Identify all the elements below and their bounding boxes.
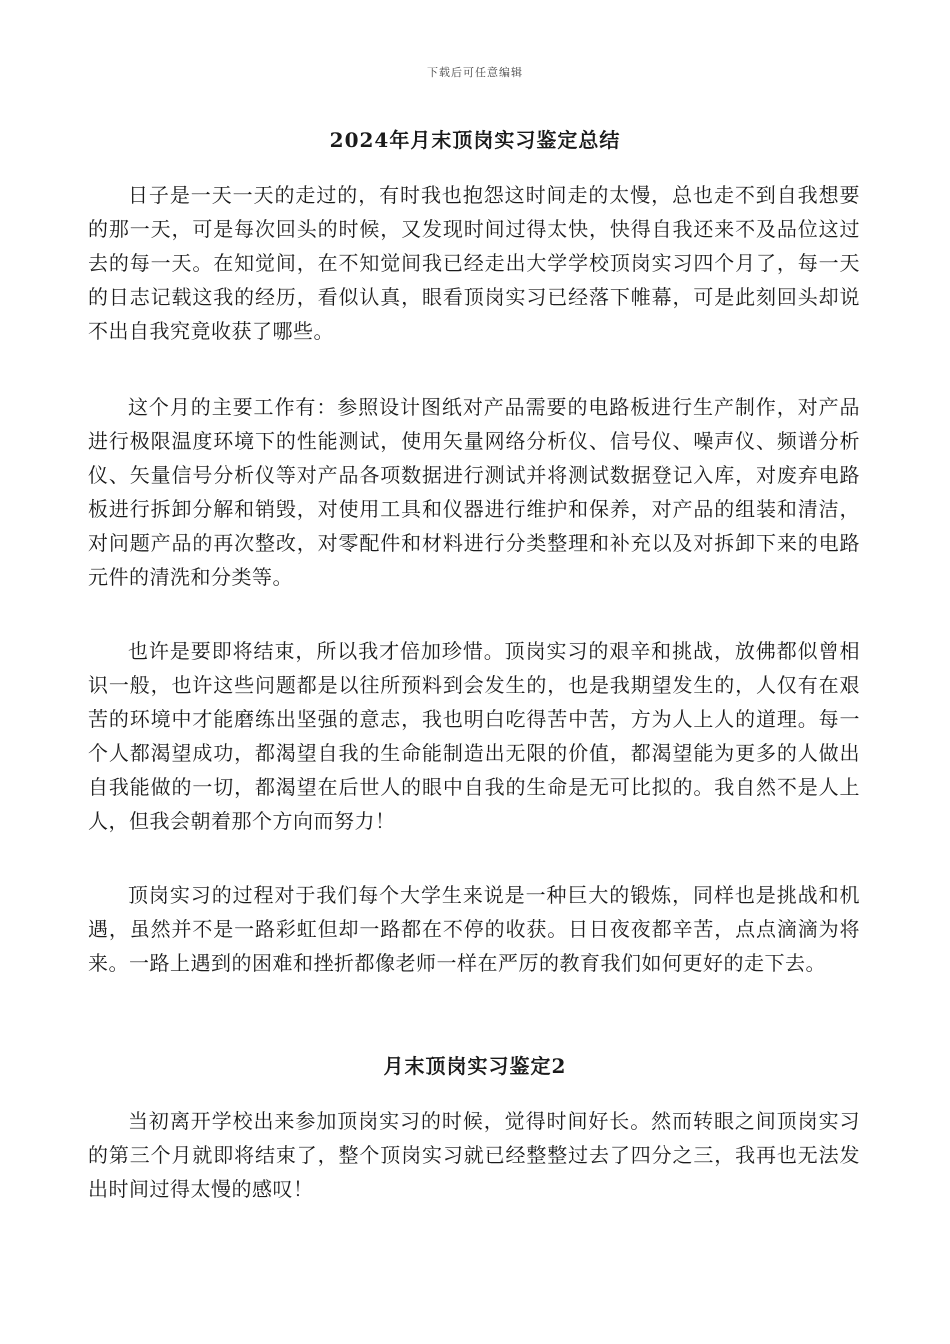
section-title-2: 月末顶岗实习鉴定2 <box>383 1054 567 1078</box>
document-title: 2024年月末顶岗实习鉴定总结 <box>329 128 621 152</box>
paragraph-2: 这个月的主要工作有：参照设计图纸对产品需要的电路板进行生产制作，对产品进行极限温度环境下的性能测试，使用矢量网络分析仪、信号仪、噪声仪、频谱分析仪、矢量信号分析仪等对产品各项数据进行测试并将测试数据登记入库，对废弃电路板进行拆卸分解和销毁，对使用工具和仪器进行维护和保养，对产品的组装和清洁，对问题产品的再次整改，对零配件和材料进行分类整理和补充以及对拆卸下来的电路元件的清洗和分类等。 <box>88 395 860 589</box>
paragraph-4: 顶岗实习的过程对于我们每个大学生来说是一种巨大的锻炼，同样也是挑战和机遇，虽然并不是一路彩虹但却一路都在不停的收获。日日夜夜都辛苦，点点滴滴为将来。一路上遇到的困难和挫折都像老师一样在严厉的教育我们如何更好的走下去。 <box>88 883 860 975</box>
paragraph-3: 也许是要即将结束，所以我才倍加珍惜。顶岗实习的艰辛和挑战，放佛都似曾相识一般，也许这些问题都是以往所预料到会发生的，也是我期望发生的，人仅有在艰苦的环境中才能磨练出坚强的意志，我也明白吃得苦中苦，方为人上人的道理。每一个人都渴望成功，都渴望自我的生命能制造出无限的价值，都渴望能为更多的人做出自我能做的一切，都渴望在后世人的眼中自我的生命是无可比拟的。我自然不是人上人，但我会朝着那个方向而努力！ <box>88 639 860 833</box>
paragraph-1: 日子是一天一天的走过的，有时我也抱怨这时间走的太慢，总也走不到自我想要的那一天，可是每次回头的时候，又发现时间过得太快，快得自我还来不及品位这过去的每一天。在知觉间，在不知觉间我已经走出大学学校顶岗实习四个月了，每一天的日志记载这我的经历，看似认真，眼看顶岗实习已经落下帷幕，可是此刻回头却说不出自我究竟收获了哪些。 <box>88 183 860 343</box>
header-note: 下载后可任意编辑 <box>427 66 523 79</box>
paragraph-5: 当初离开学校出来参加顶岗实习的时候，觉得时间好长。然而转眼之间顶岗实习的第三个月就即将结束了，整个顶岗实习就已经整整过去了四分之三，我再也无法发出时间过得太慢的感叹！ <box>88 1109 860 1201</box>
